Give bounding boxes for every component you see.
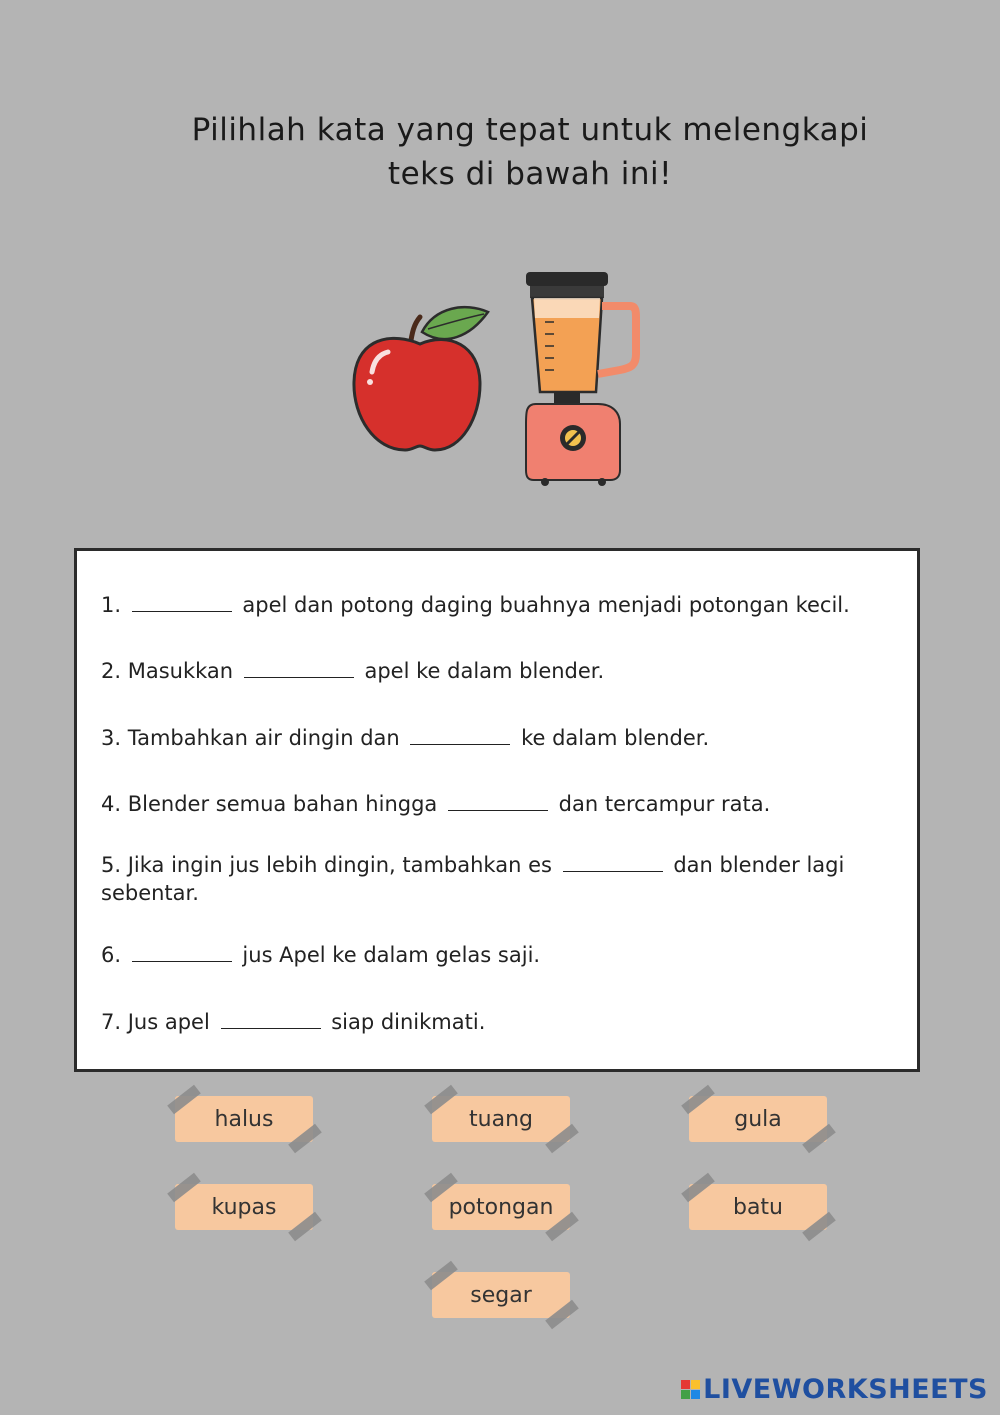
answer-blank-4[interactable]	[448, 790, 548, 811]
instruction-line-1: Pilihlah kata yang tepat untuk melengkapi	[191, 112, 869, 148]
answer-blank-3[interactable]	[410, 724, 510, 745]
question-6: 6. jus Apel ke dalam gelas saji.	[101, 943, 541, 967]
word-chip-segar[interactable]: segar	[432, 1272, 570, 1318]
word-chip-gula[interactable]: gula	[689, 1096, 827, 1142]
question-2: 2. Masukkan apel ke dalam blender.	[101, 659, 605, 683]
liveworksheets-logo-icon	[681, 1380, 700, 1399]
answer-blank-1[interactable]	[132, 591, 232, 612]
word-chip-potongan[interactable]: potongan	[432, 1184, 570, 1230]
apple-blender-illustration	[340, 262, 650, 492]
word-chip-batu[interactable]: batu	[689, 1184, 827, 1230]
question-4: 4. Blender semua bahan hingga dan tercampur rata.	[101, 792, 771, 816]
question-1: 1. apel dan potong daging buahnya menjadi potongan kecil.	[101, 593, 850, 617]
answer-blank-2[interactable]	[244, 657, 354, 678]
instruction-title	[160, 108, 900, 196]
instruction-line-2: teks di bawah ini!	[387, 156, 673, 192]
word-chip-tuang[interactable]: tuang	[432, 1096, 570, 1142]
questions-card	[74, 548, 920, 1072]
brand-name: LIVEWORKSHEETS	[703, 1374, 988, 1405]
answer-blank-7[interactable]	[221, 1008, 321, 1029]
word-chip-kupas[interactable]: kupas	[175, 1184, 313, 1230]
blender-icon	[526, 272, 636, 486]
word-chip-halus[interactable]: halus	[175, 1096, 313, 1142]
question-7: 7. Jus apel siap dinikmati.	[101, 1010, 486, 1034]
liveworksheets-logo	[681, 1374, 988, 1405]
question-5: 5. Jika ingin jus lebih dingin, tambahkan es dan blender lagi sebentar.	[101, 853, 845, 905]
apple-icon	[354, 307, 488, 450]
answer-blank-5[interactable]	[563, 851, 663, 872]
question-3: 3. Tambahkan air dingin dan ke dalam blender.	[101, 726, 710, 750]
answer-blank-6[interactable]	[132, 941, 232, 962]
